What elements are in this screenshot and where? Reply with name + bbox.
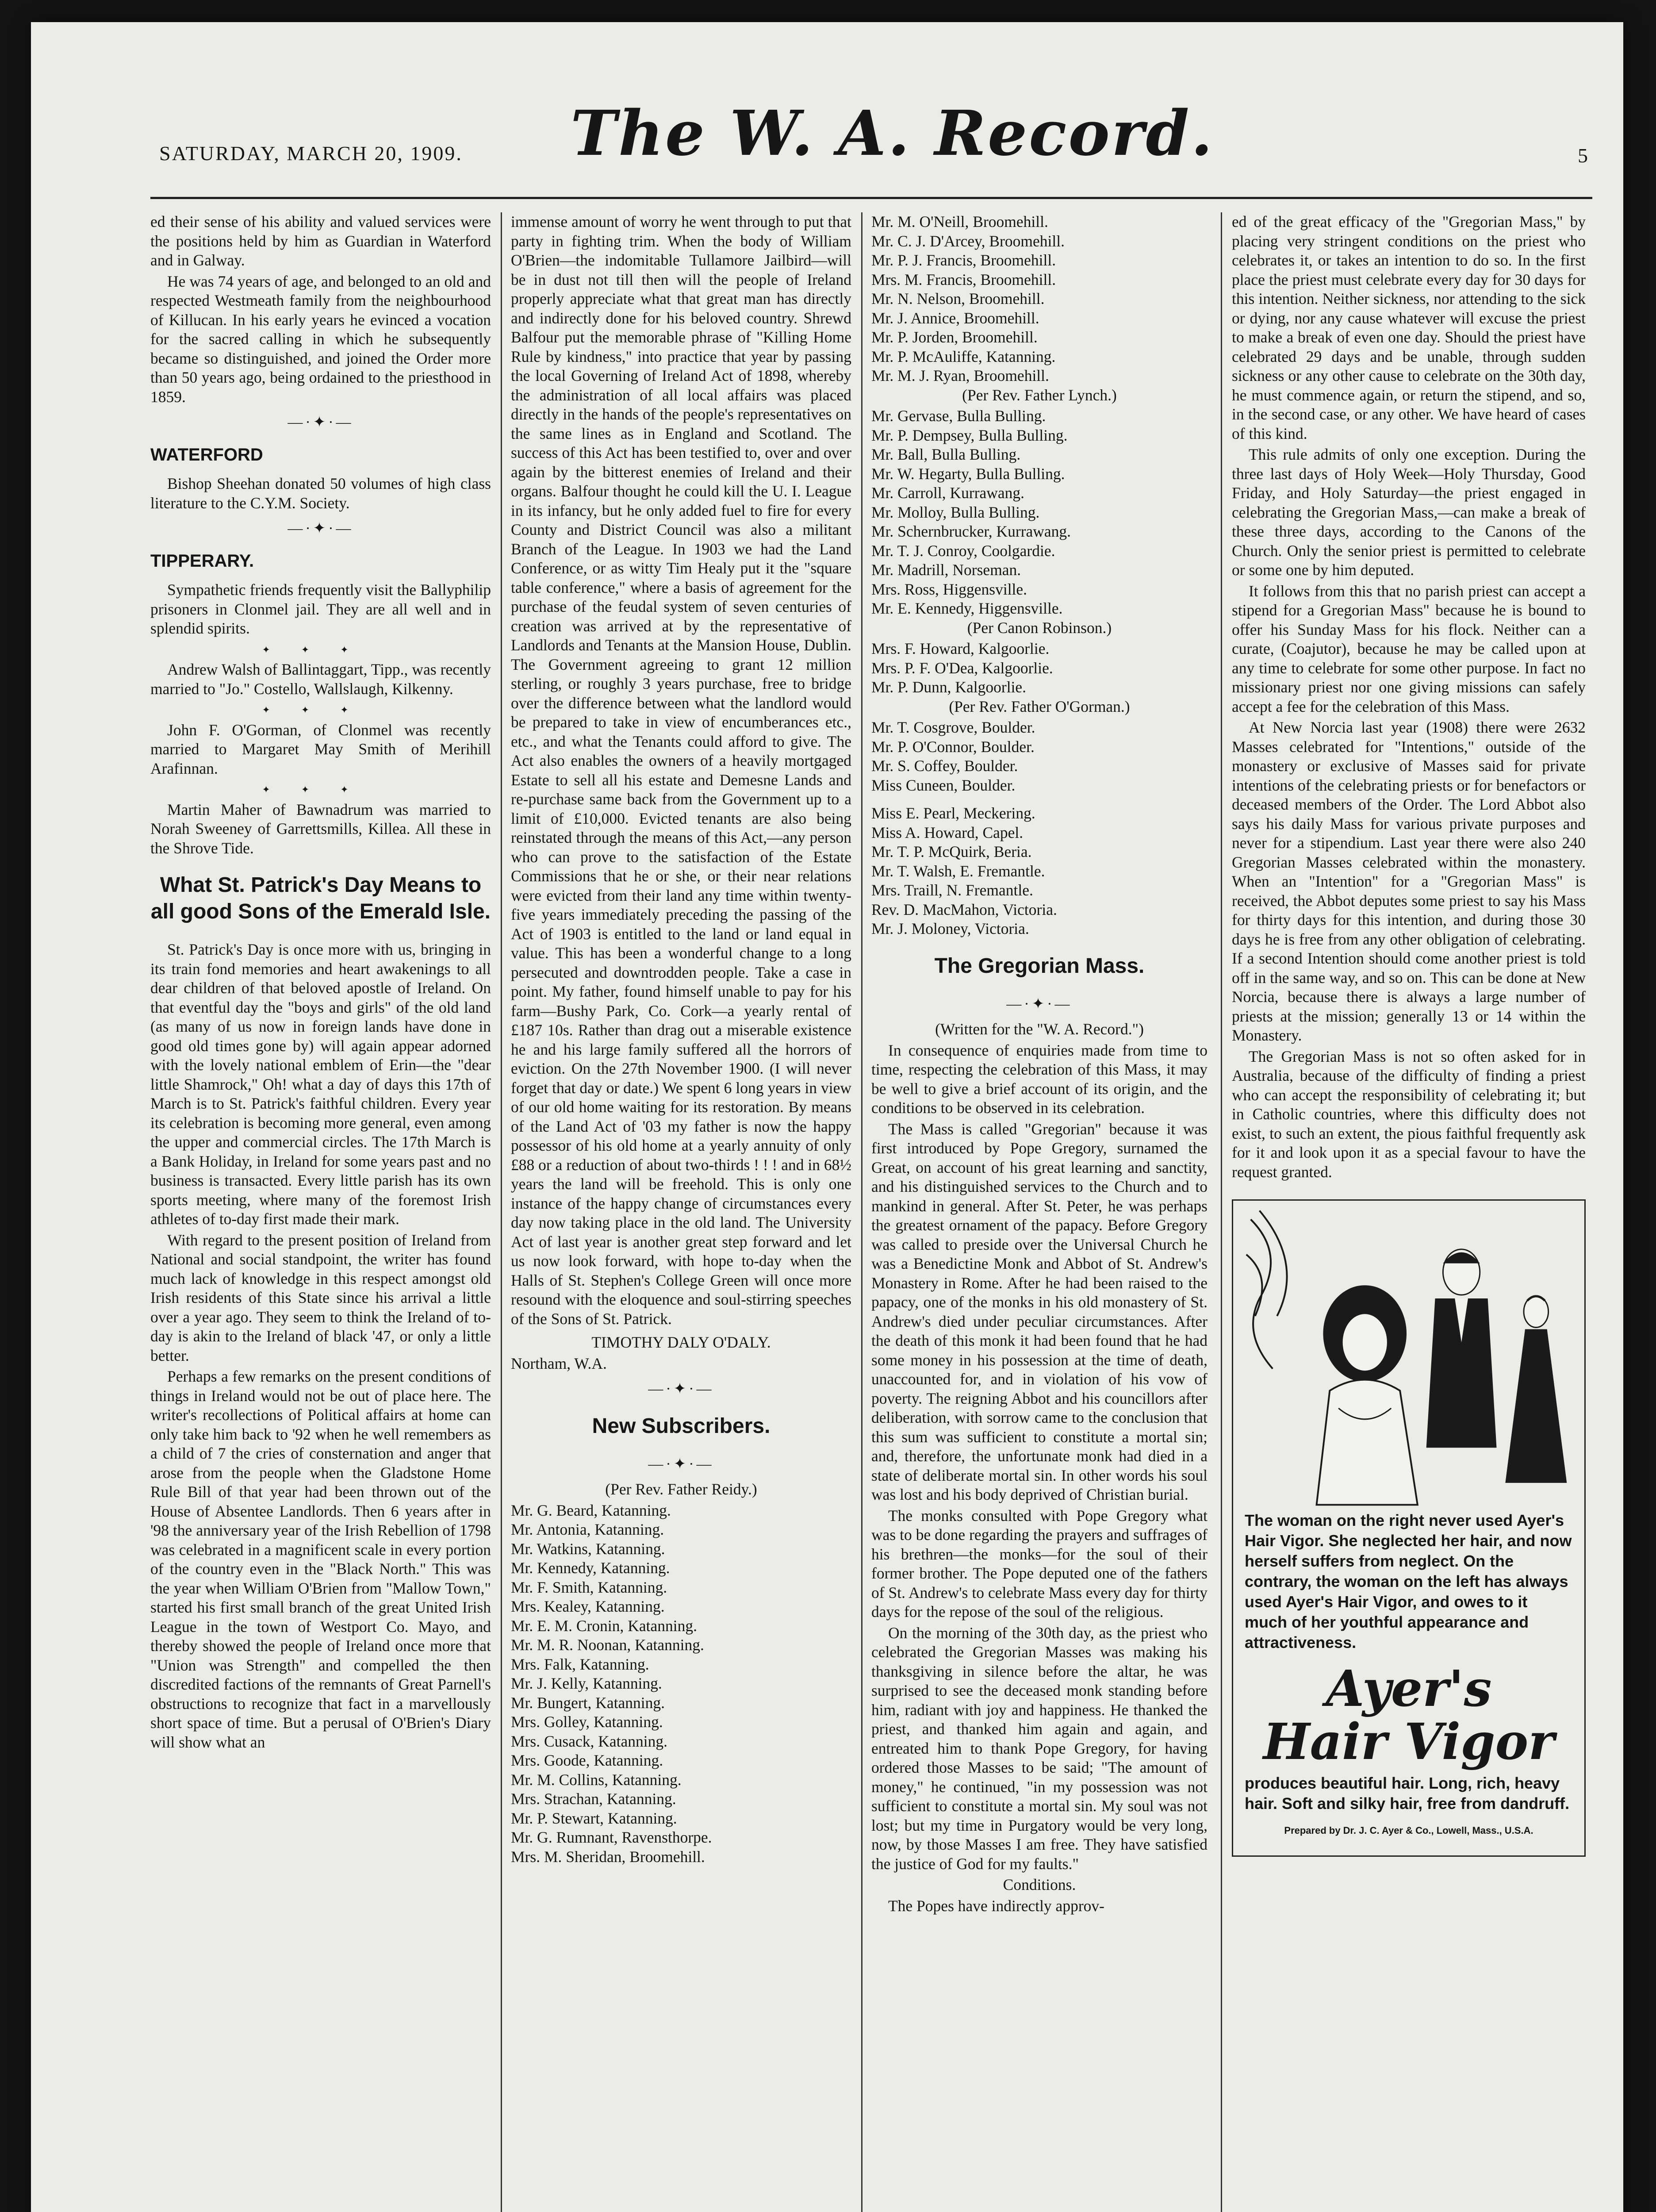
list-item: Mrs. Ross, Higgensville. [871,580,1027,598]
ornament-divider: —·✦·— [1006,995,1073,1012]
subscriber-group-heading: (Per Rev. Father O'Gorman.) [949,697,1130,715]
list-item: Mr. Kennedy, Katanning. [511,1559,670,1577]
list-item: Mr. E. M. Cronin, Katanning. [511,1617,698,1635]
subscriber-list [871,718,1208,795]
paragraph: immense amount of worry he went through to put that party in fighting trim. When the body of William O'Brien—the indomitable Tullamore Jailbird—will be in dust not till then will the people of Ireland properly appreciate what that great man has directly and indirectly done for his beloved country. Shrewd Balfour put the memorable phrase of "Killing Home Rule by kindness," into practice that year by passing the local Governing of Ireland Act of 1898, whereby the administration of all local affairs was placed directly in the hands of the people's representatives on the same lines as in England and Scotland. The success of this Act has been testified to, over and over again by the bitterest enemies of Ireland and their organs. Balfour thought he could kill the U. I. League in its infancy, but he only added fuel to fire for every County and District Council was also a militant Branch of the League. In 1903 we had the Land Conference, or as witty Tim Healy put it the "square table conference," where a basis of agreement for the purchase of the feudal system of seven centuries of creation was arrived at by the representative of Landlords and Tenants at the Mansion House, Dublin. The Government agreeing to grant 12 million sterling, or roughly 3 years purchase, free to bridge over the difference between what the landlord would be prepared to take in view of encumberances etc., etc., and what the Tenants could afford to give. The Act also enables the owners of a heavily mortgaged Estate to sell all his estate and Demesne Lands and re-purchase same back from the Government up to a limit of £10,000. Evicted tenants are also being reinstated through the means of this Act,—any person who can prove to the satisfaction of the Estate Commissions that he or she, or their near relations were evicted from their land any time within twenty-five years immediately preceding the passing of the Act of 1903 is entitled to the land or land equal in value. This has been a wonderful change to a long persecuted and downtrodden people. Take a case in point. My father, found himself unable to pay for his farm—Bushy Park, Co. Cork—a yearly rental of £187 10s. Rather than drag out a miserable existence he and his large family suffered all the horrors of eviction. On the 27th November 1900. (I will never forget that day or date.) We spent 6 long years in view of our old home waiting for its restoration. By means of the Land Act of '03 my father is now the happy possessor of his old home at a yearly annuity of only £88 or a reduction of about two-thirds ! ! ! and in 68½ years the land will be freehold. This is only one instance of the happy change of circumstances every day now taking place in the old land. The University Act of last year is another great step forward and let us now look forward, with hope to-day when the Halls of St. Stephen's College Green will once more resound with the eloquence and soul-stirring speeches of the Sons of St. Patrick. [511,213,851,1328]
list-item: Mrs. Goode, Katanning. [511,1751,663,1769]
list-item: Mr. E. Kennedy, Higgensville. [871,599,1063,617]
news-item: Sympathetic friends frequently visit the Ballyphilip prisoners in Clonmel jail. They are all well and in splendid spirits. [150,581,491,637]
paragraph: St. Patrick's Day is once more with us, bringing in its train fond memories and heart awakenings to all dear children of that beloved apostle of Ireland. On that eventful day the "boys and girls" of the old land (as many of us now in foreign lands have done in good old times gone by) will again appear adorned with the lovely national emblem of Erin—the "dear little Shamrock," Oh! what a day of days this 17th of March is to St. Patrick's faithful children. Every year its celebration is becoming more general, even among the upper and commercial circles. The 17th March is a Bank Holiday, in Ireland for some years past and no business is transacted. Every little parish has its own sports meeting, where many of the foremost Irish athletes of to-day first made their mark. [150,941,491,1228]
subscriber-group-heading: (Per Rev. Father Reidy.) [605,1480,757,1498]
advertisement-copy: The woman on the right never used Ayer's Hair Vigor. She neglected her hair, and now herself suffers from neglect. On the contrary, the woman on the left has always used Ayer's Hair Vigor, and owes to it much of her youthful appearance and attractiveness. [1245,1511,1572,1651]
list-item: Miss E. Pearl, Meckering. [871,804,1035,822]
list-item: Mr. M. J. Ryan, Broomehill. [871,367,1049,384]
paragraph: This rule admits of only one exception. During the three last days of Holy Week—Holy Thursday, Good Friday, and Holy Saturday—the priest engaged in celebrating the Gregorian Mass,—can make a break of these three days, according to the Canons of the Church. Only the senior priest is permitted to celebrate or some one by him deputed. [1232,445,1586,579]
list-item: Mr. M. Collins, Katanning. [511,1770,682,1789]
column-divider [1221,212,1222,2212]
list-item: Mrs. Kealey, Katanning. [511,1598,665,1615]
paragraph: The Gregorian Mass is not so often asked for in Australia, because of the difficulty of finding a priest who can accept the responsibility of celebrating it; but in Catholic countries, where this difficulty does not exist, to such an extent, the pious faithful frequently ask for it and look upon it as a special favour to have the request granted. [1232,1047,1586,1181]
section-heading-tipperary: TIPPERARY. [150,551,254,571]
paragraph: The monks consulted with Pope Gregory what was to be done regarding the prayers and suffrages of his brethren—the monks—for the soul of their former brother. The Pope deputed one of the fathers of St. Andrew's to celebrate Mass every day for thirty days for the repose of the soul of the religious. [871,1506,1208,1621]
list-item: Mr. W. Hegarty, Bulla Bulling. [871,465,1065,483]
paragraph: Perhaps a few remarks on the present conditions of things in Ireland would not be out of place here. The writer's recollections of Political affairs at home can only take him back to '92 when he well remembers as a child of 7 the cries of consternation and anger that arose from the people when the Gladstone Home Rule Bill of that year had been thrown out of the House of Absentee Landlords. Then 6 years after in '98 the anniversary year of the Irish Rebellion of 1798 was celebrated in a magnificent scale in every portion of the country even in the "Black North." This was the year when William O'Brien from "Mallow Town," started his first small branch of the great United Irish League in the town of Westport Co. Mayo, and thereby showed the people of Ireland once more that "Union was Strength" and compelled the then discredited factions of the remnants of Great Parnell's obstructions to recognize that fact in a marvellously short space of time. But a perusal of O'Brien's Diary will show what an [150,1367,491,1751]
list-item: Mr. S. Coffey, Boulder. [871,757,1018,775]
headline-gregorian-mass: The Gregorian Mass. [934,954,1145,978]
paragraph: On the morning of the 30th day, as the priest who celebrated the Gregorian Masses was making his thanksgiving in silence before the altar, he was surprised to see the deceased monk standing before him, radiant with joy and happiness. He thanked the priest, and thanked him again and again, and entreated him to thank Pope Gregory, for having ordered those Masses to be said; "The amount of money," he continued, "in my possession was not sufficient to constitute a mortal sin. My soul was not lost; but my time in Purgatory would be very long, now, by those Masses I am free. They have satisfied the justice of God for my faults." [871,1624,1208,1873]
list-item: Mr. P. McAuliffe, Katanning. [871,347,1056,365]
news-item: Andrew Walsh of Ballintaggart, Tipp., was recently married to "Jo." Costello, Wallslaugh, Kilkenny. [150,661,491,698]
star-separator: ✦✦✦ [262,784,380,795]
masthead [31,22,1623,212]
list-item: Mrs. Golley, Katanning. [511,1713,663,1731]
list-item: Mr. Bungert, Katanning. [511,1694,665,1712]
issue-date: SATURDAY, MARCH 20, 1909. [159,142,463,165]
subscriber-list [871,212,1208,386]
masthead-rule [150,197,1592,199]
column-4 [1232,212,1586,2212]
headline-new-subscribers: New Subscribers. [592,1414,770,1438]
column-divider [861,212,862,2212]
list-item: Mr. M. O'Neill, Broomehill. [871,213,1048,230]
illustration-two-women-icon [1233,1201,1584,1510]
list-item: Mr. Carroll, Kurrawang. [871,484,1025,502]
list-item: Mr. Ball, Bulla Bulling. [871,445,1021,463]
paragraph: At New Norcia last year (1908) there were 2632 Masses celebrated for "Intentions," outside of the monastery or exclusive of Masses said for private intentions of the celebrating priests or for benefactors or deceased members of the Order. The Lord Abbot also says his daily Mass for various private purposes and never for a stipendium. Last year there were also 240 Gregorian Masses celebrated within the monastery. When an "Intention" for a "Gregorian Mass" is received, the Abbot deputes some priest to say his Mass for thirty days for this intention, and during those 30 days he is free from any other obligation of celebrating. If a second Intention should come another priest is told off in the same way, and so on. This can be done at New Norcia, because there is always a large number of priests at the mission; generally 13 or 14 within the Monastery. [1232,718,1586,1044]
star-separator: ✦✦✦ [262,704,380,715]
list-item: Mr. T. Cosgrove, Boulder. [871,718,1035,736]
list-item: Mrs. Cusack, Katanning. [511,1732,667,1750]
list-item: Mrs. Strachan, Katanning. [511,1790,676,1808]
ayers-hair-vigor-advertisement [1232,1199,1586,1857]
list-item: Mr. J. Annice, Broomehill. [871,309,1039,327]
list-item: Mr. Madrill, Norseman. [871,561,1021,579]
advertisement-illustration [1233,1201,1584,1510]
list-item: Mr. Schernbrucker, Kurrawang. [871,522,1071,540]
list-item: Mr. P. Dempsey, Bulla Bulling. [871,426,1068,444]
paragraph: He was 74 years of age, and belonged to an old and respected Westmeath family from the neighbourhood of Killucan. In his early years he evinced a vocation for the sacred calling in which he subsequently became so distinguished, and joined the Order more than 50 years ago, being ordained to the priesthood in 1859. [150,272,491,406]
column-3 [871,212,1208,2212]
subheading-conditions: Conditions. [1003,1876,1076,1893]
list-item: Mr. J. Kelly, Katanning. [511,1674,662,1692]
list-item: Mrs. M. Francis, Broomehill. [871,270,1056,288]
section-heading-waterford: WATERFORD [150,445,263,465]
ornament-divider: —·✦·— [648,1455,714,1472]
list-item: Mr. G. Beard, Katanning. [511,1501,671,1519]
list-item: Mr. P. Jorden, Broomehill. [871,328,1038,346]
list-item: Mr. T. Walsh, E. Fremantle. [871,862,1045,880]
paragraph: ed their sense of his ability and valued services were the positions held by him as Guardian in Waterford and in Galway. [150,213,491,269]
author-signature: TIMOTHY DALY O'DALY. [591,1333,771,1351]
list-item: Mr. C. J. D'Arcey, Broomehill. [871,232,1065,250]
list-item: Mrs. M. Sheridan, Broomehill. [511,1847,705,1866]
subscriber-list [871,407,1208,618]
paragraph: The Mass is called "Gregorian" because it was first introduced by Pope Gregory, surnamed the Great, on account of his great learning and sanctity, and his distinguished services to the Church and to mankind in general. After St. Peter, he was perhaps the greatest ornament of the papacy. Before Gregory was called to preside over the Universal Church he was a Benedictine Monk and Abbot of St. Andrew's Monastery in Rome. After he had been raised to the papacy, one of the monks in his old monastery of St. Andrew's died under peculiar circumstances. After the death of this monk it had been found that he had some money in his possession at the time of death, unaccounted for, and in violation of his vow of poverty. The reigning Abbot and his councillors after deliberation, with sorrow came to the conclusion that this sum was sufficient to constitute a mortal sin; and, therefore, the unfortunate monk had died in a state of deliberate mortal sin. In other words his soul was lost and his body deprived of Christian burial. [871,1120,1208,1503]
list-item: Mrs. P. F. O'Dea, Kalgoorlie. [871,659,1053,677]
column-1 [150,212,491,2212]
paragraph: Bishop Sheehan donated 50 volumes of high class literature to the C.Y.M. Society. [150,475,491,512]
list-item: Mrs. Falk, Katanning. [511,1655,649,1673]
news-item: John F. O'Gorman, of Clonmel was recently married to Margaret May Smith of Merihill Arafinnan. [150,721,491,777]
list-item: Mrs. Traill, N. Fremantle. [871,881,1033,899]
list-item: Mr. Gervase, Bulla Bulling. [871,407,1046,425]
subscriber-list [871,804,1208,939]
brand-line-2: Hair Vigor [1263,1713,1555,1771]
manufacturer-line: Prepared by Dr. J. C. Ayer & Co., Lowell, Mass., U.S.A. [1284,1825,1533,1836]
page-number: 5 [1578,144,1588,167]
list-item: Mr. M. R. Noonan, Katanning. [511,1636,704,1654]
advertisement-tagline: produces beautiful hair. Long, rich, heavy hair. Soft and silky hair, free from dandruff. [1245,1774,1570,1813]
byline: (Written for the "W. A. Record.") [935,1020,1144,1038]
list-item: Mr. P. Stewart, Katanning. [511,1809,677,1827]
author-place: Northam, W.A. [511,1354,607,1372]
paragraph: In consequence of enquiries made from time to time, respecting the celebration of this Mass, it may be well to give a brief account of its origin, and the conditions to be observed in its celebration. [871,1041,1208,1117]
newspaper-title: The W. A. Record. [571,97,1215,170]
subscriber-list [871,639,1208,697]
list-item: Mr. J. Moloney, Victoria. [871,920,1029,937]
column-divider [501,212,502,2212]
list-item: Mr. T. P. McQuirk, Beria. [871,843,1032,860]
list-item: Mr. P. J. Francis, Broomehill. [871,251,1056,269]
subscriber-group-heading: (Per Canon Robinson.) [967,618,1112,637]
paragraph: ed of the great efficacy of the "Gregorian Mass," by placing very stringent conditions on the priest who celebrates it, or takes an intention to do so. In the first place the priest must celebrate every day for 30 days for this intention. Neither sickness, nor attending to the sick or dying, nor any cause whatever will excuse the priest to make a break of even one day. Should the priest have celebrated 29 days and be unable, through sudden sickness or any other cause to celebrate on the 30th day, he must commence again, or return the stipend, and so, in the second case, or any other. We have heard of cases of this kind. [1232,213,1586,442]
column-2 [511,212,851,2212]
list-item: Mr. Antonia, Katanning. [511,1521,664,1538]
list-item: Miss A. Howard, Capel. [871,823,1024,841]
star-separator: ✦✦✦ [262,644,380,655]
list-item: Mr. Molloy, Bulla Bulling. [871,503,1040,521]
paragraph: The Popes have indirectly approv- [888,1897,1104,1915]
brand-name [1233,1660,1584,1771]
list-item: Mr. P. Dunn, Kalgoorlie. [871,678,1027,696]
list-item: Mr. F. Smith, Katanning. [511,1578,667,1596]
list-item: Rev. D. MacMahon, Victoria. [871,900,1057,918]
subscriber-group-heading: (Per Rev. Father Lynch.) [962,386,1117,404]
brand-line-1: Ayer's [1326,1660,1492,1718]
ornament-divider: —·✦·— [648,1381,714,1397]
list-item: Mr. T. J. Conroy, Coolgardie. [871,541,1055,560]
ornament-divider: —·✦·— [288,414,354,430]
list-item: Mr. P. O'Connor, Boulder. [871,737,1035,756]
headline-st-patricks-day: What St. Patrick's Day Means to all good Sons of the Emerald Isle. [150,873,491,923]
newspaper-page [31,22,1623,2212]
subscriber-list [511,1501,851,1867]
paragraph: It follows from this that no parish priest can accept a stipend for a Gregorian Mass" because he is bound to offer his Sunday Mass for his flock. Neither can a curate, (Coajutor), because he may be called upon at any time to celebrate for some other purpose. In fact no missionary priest nor one giving missions can safely accept a fee for the celebration of this Mass. [1232,582,1586,715]
list-item: Mr. Watkins, Katanning. [511,1540,665,1558]
list-item: Mrs. F. Howard, Kalgoorlie. [871,640,1050,657]
list-item: Mr. N. Nelson, Broomehill. [871,290,1045,307]
ornament-divider: —·✦·— [288,520,354,537]
news-item: Martin Maher of Bawnadrum was married to Norah Sweeney of Garrettsmills, Killea. All these in the Shrove Tide. [150,800,491,857]
paragraph: With regard to the present position of Ireland from National and social standpoint, the writer has found much lack of knowledge in this respect amongst old Irish residents of this State since his arrival a little over a year ago. They seem to think the Ireland of to-day is akin to the Ireland of black '47, or only a little better. [150,1231,491,1364]
list-item: Miss Cuneen, Boulder. [871,776,1016,794]
list-item: Mr. G. Rumnant, Ravensthorpe. [511,1828,712,1846]
